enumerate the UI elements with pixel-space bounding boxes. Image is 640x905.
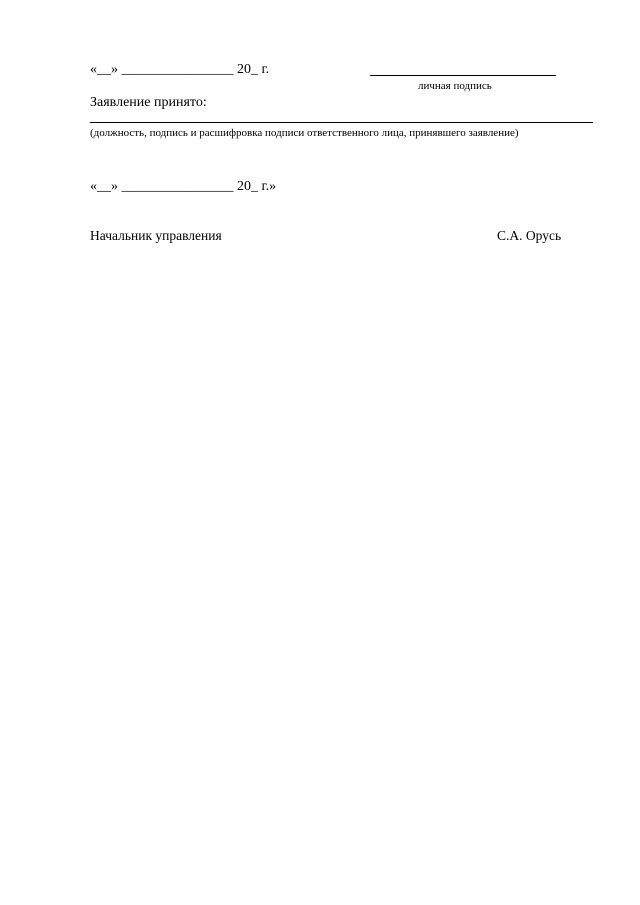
application-accepted-label: Заявление принято: bbox=[90, 95, 207, 110]
official-signature-caption: (должность, подпись и расшифровка подписи ответственного лица, принявшего заявление) bbox=[90, 127, 519, 139]
acceptance-date-line: «__» ________________ 20_ г.» bbox=[90, 179, 277, 194]
personal-signature-caption: личная подпись bbox=[418, 80, 492, 92]
signatory-name: С.А. Орусь bbox=[497, 228, 562, 243]
official-signature-line bbox=[90, 122, 593, 123]
signatory-title: Начальник управления bbox=[90, 228, 222, 243]
application-date-line: «__» ________________ 20_ г. bbox=[90, 62, 270, 77]
personal-signature-line bbox=[370, 75, 556, 76]
